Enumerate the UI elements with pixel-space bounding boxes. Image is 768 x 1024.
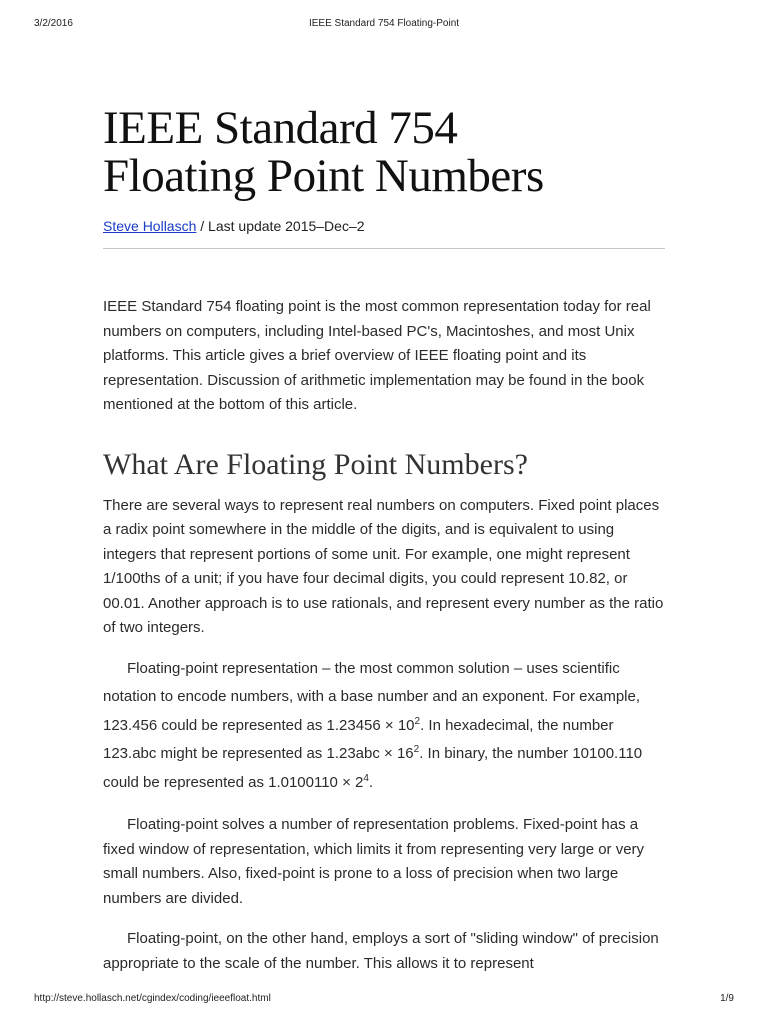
author-link[interactable]: Steve Hollasch xyxy=(103,218,197,234)
exponent: 2 xyxy=(414,715,421,727)
article xyxy=(103,104,665,976)
print-header xyxy=(34,18,734,32)
print-footer xyxy=(34,993,734,1007)
paragraph-floating-point-representation: Floating-point representation – the most common solution – uses scientific notation to encode numbers, with a base number and an exponent. For example, 123.456 could be represented as $1.23456 \times 10^2$. In hexadecimal, the number 123.abc might be represented as $1.23abc \times 16^2$. In binary, the number 10100.110 could be represented as $1.0100110 \times 2^4$. xyxy=(103,659,643,791)
paragraph-sliding-window: Floating-point, on the other hand, employs a sort of "sliding window" of precision appropriate to the scale of the number. This allows it to represent xyxy=(103,930,659,972)
print-date: 3/2/2016 xyxy=(34,18,73,29)
last-update-text: / Last update 2015–Dec–2 xyxy=(196,218,365,234)
page-title-line-2: Floating Point Numbers xyxy=(103,150,544,202)
page-title-line-1: IEEE Standard 754 xyxy=(103,102,458,154)
print-url: http://steve.hollasch.net/cgindex/coding/ieeefloat.html xyxy=(34,993,271,1004)
title-divider xyxy=(103,248,665,249)
exponent: 2 xyxy=(413,744,420,755)
paragraph-fixed-point: There are several ways to represent real numbers on computers. Fixed point places a radix point somewhere in the middle of the digits, and is equivalent to using integers that represent portions of some unit. For example, one might represent 1/100ths of a unit; if you have four decimal digits, you could represent 10.82, or 00.01. Another approach is to use rationals, and represent every number as the ratio of two integers. xyxy=(103,496,664,636)
intro-paragraph: IEEE Standard 754 floating point is the most common representation today for real numbers on computers, including Intel-based PC's, Macintoshes, and most Unix platforms. This article gives a brief overview of IEEE floating point and its representation. Discussion of arithmetic implementation may be found in the book mentioned at the bottom of this article. xyxy=(103,298,651,413)
page-number: 1/9 xyxy=(720,993,734,1004)
section-heading: What Are Floating Point Numbers? xyxy=(103,447,528,481)
exponent: 4 xyxy=(363,772,369,784)
print-document-title: IEEE Standard 754 Floating-Point xyxy=(308,18,460,29)
paragraph-representation-problems: Floating-point solves a number of representation problems. Fixed-point has a fixed window of representation, which limits it from representing very large or very small numbers. Also, fixed-point is prone to a loss of precision when two large numbers are divided. xyxy=(103,816,645,907)
byline xyxy=(103,218,665,234)
page-title xyxy=(103,104,665,200)
